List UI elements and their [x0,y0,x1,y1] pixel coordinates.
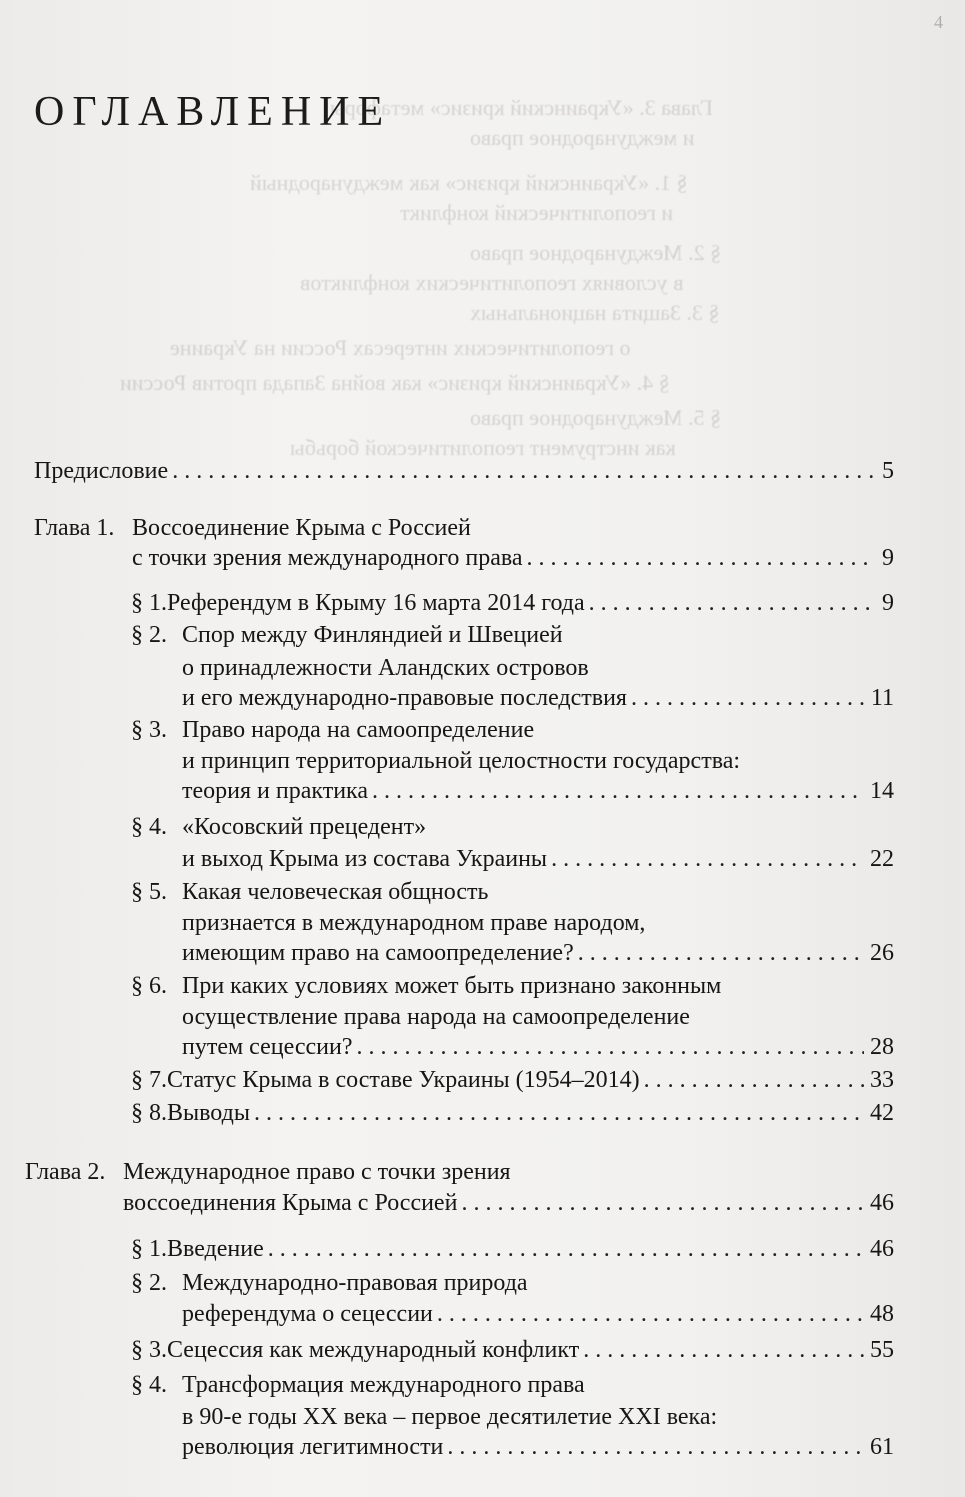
toc-entry-title-cont: в 90-е годы XX века – первое десятилетие XXI века: [182,1404,718,1430]
toc-page-number: 14 [870,778,894,804]
show-through-text: Глава 3. «Украинский кризис» метафоры и международное право § 1. «Украинский кризис» как международный и геополитический конфликт § 2. Международное право в условиях геополитических конфликтов § 3. Защита национальных о геополитических интересах России на Украине § 4. «Украинский кризис» как война Запада против России § 5. Международное право как инструмент геополитической борьбы [120,95,722,460]
section-number: § 5. [131,879,167,905]
toc-entry-ch1-s3-cont[interactable] [182,748,894,778]
toc-entry-ch1-s5-cont[interactable] [182,940,894,970]
toc-entry-title: Международное право с точки зрения [123,1159,511,1185]
toc-entry-ch1-s1[interactable] [131,590,894,620]
toc-entry-ch1-s7[interactable] [131,1067,894,1097]
leader-dots [644,1067,864,1094]
toc-entry-title-cont: осуществление права народа на самоопределение [182,1004,690,1030]
section-number: § 1. [131,1236,167,1262]
leader-dots [437,1301,864,1328]
toc-page-number: 5 [882,458,894,484]
toc-entry-title: Спор между Финляндией и Швецией [182,622,563,648]
toc-entry-title: Введение [167,1236,264,1262]
toc-entry-ch1-s4-cont[interactable] [182,846,894,876]
leader-dots [172,458,876,485]
toc-entry-ch2-s1[interactable] [131,1236,894,1266]
toc-entry-title: Референдум в Крыму 16 марта 2014 года [167,590,585,616]
toc-entry-title-cont: революция легитимности [182,1434,444,1460]
toc-page-number: 33 [870,1067,894,1093]
running-header-page-number: 4 [934,12,943,32]
toc-entry-title-cont: референдума о сецессии [182,1301,433,1327]
toc-entry-title: При каких условиях может быть признано законным [182,973,722,999]
toc-entry-title-cont: путем сецессии? [182,1034,353,1060]
toc-entry-title: «Косовский прецедент» [182,814,427,840]
toc-page-number: 61 [870,1434,894,1460]
toc-page-number: 9 [882,590,894,616]
toc-entry-chapter-2-cont[interactable] [123,1190,894,1220]
toc-entry-ch1-s6-cont[interactable] [182,1034,894,1064]
toc-page-number: 22 [870,846,894,872]
toc-page-number: 28 [870,1034,894,1060]
toc-entry-title-cont: с точки зрения международного права [132,545,523,571]
toc-entry-ch1-s2[interactable] [131,622,894,652]
leader-dots [254,1100,864,1127]
leader-dots [461,1190,864,1217]
toc-entry-title-cont: и принцип территориальной целостности государства: [182,748,741,774]
toc-entry-ch2-s2[interactable] [131,1270,894,1300]
toc-entry-chapter-2[interactable] [25,1159,894,1189]
toc-entry-ch2-s4[interactable] [131,1372,894,1402]
section-number: § 1. [131,590,167,616]
toc-entry-preface[interactable] [34,458,894,488]
toc-entry-ch2-s3[interactable] [131,1337,894,1367]
leader-dots [631,685,865,712]
section-number: § 2. [131,1270,167,1296]
toc-entry-ch1-s3-cont[interactable] [182,778,894,808]
leader-dots [527,545,876,572]
toc-entry-chapter-1[interactable] [34,515,894,545]
toc-entry-ch2-s4-cont[interactable] [182,1404,894,1434]
leader-dots [589,590,876,617]
toc-entry-title-cont: и выход Крыма из состава Украины [182,846,548,872]
chapter-number: Глава 1. [34,515,115,541]
toc-entry-ch2-s4-cont[interactable] [182,1434,894,1464]
toc-entry-title: Трансформация международного права [182,1372,585,1398]
section-number: § 2. [131,622,167,648]
toc-entry-ch2-s2-cont[interactable] [182,1301,894,1331]
toc-page-number: 11 [870,685,894,711]
toc-entry-title-cont: о принадлежности Аландских островов [182,655,589,681]
leader-dots [357,1034,864,1061]
toc-entry-chapter-1-cont[interactable] [132,545,894,575]
toc-entry-ch1-s5[interactable] [131,879,894,909]
section-number: § 8. [131,1100,167,1126]
section-number: § 4. [131,814,167,840]
toc-entry-title-cont: признается в международном праве народом, [182,910,646,936]
toc-page-number: 46 [870,1236,894,1262]
toc-entry-ch1-s2-cont[interactable] [182,685,894,715]
toc-entry-ch1-s6[interactable] [131,973,894,1003]
toc-entry-ch1-s6-cont[interactable] [182,1004,894,1034]
leader-dots [372,778,864,805]
toc-page-number: 9 [882,545,894,571]
toc-entry-title-cont: воссоединения Крыма с Россией [123,1190,458,1216]
toc-entry-ch1-s4[interactable] [131,814,894,844]
toc-entry-title: Какая человеческая общность [182,879,489,905]
toc-entry-title: Право народа на самоопределение [182,717,535,743]
leader-dots [583,1337,864,1364]
section-number: § 4. [131,1372,167,1398]
toc-page-number: 42 [870,1100,894,1126]
toc-page-number: 48 [870,1301,894,1327]
page-title: ОГЛАВЛЕНИЕ [34,89,392,135]
toc-page-number: 46 [870,1190,894,1216]
toc-entry-ch1-s2-cont[interactable] [182,655,894,685]
toc-page-number: 26 [870,940,894,966]
leader-dots [268,1236,864,1263]
toc-entry-ch1-s5-cont[interactable] [182,910,894,940]
section-number: § 6. [131,973,167,999]
leader-dots [551,846,864,873]
toc-entry-title: Статус Крыма в составе Украины (1954–2014) [167,1067,640,1093]
section-number: § 3. [131,717,167,743]
toc-entry-title: Предисловие [34,458,169,484]
toc-page-number: 55 [870,1337,894,1363]
toc-entry-title-cont: имеющим право на самоопределение? [182,940,574,966]
section-number: § 3. [131,1337,167,1363]
toc-entry-title: Выводы [167,1100,250,1126]
toc-entry-title: Международно-правовая природа [182,1270,528,1296]
section-number: § 7. [131,1067,167,1093]
toc-entry-title: Сецессия как международный конфликт [167,1337,580,1363]
toc-entry-title-cont: теория и практика [182,778,368,804]
toc-entry-title-cont: и его международно-правовые последствия [182,685,627,711]
leader-dots [447,1434,864,1461]
toc-entry-title: Воссоединение Крыма с Россией [132,515,471,541]
leader-dots [578,940,864,967]
chapter-number: Глава 2. [25,1159,106,1185]
toc-entry-ch1-s3[interactable] [131,717,894,747]
toc-entry-ch1-s8[interactable] [131,1100,894,1130]
